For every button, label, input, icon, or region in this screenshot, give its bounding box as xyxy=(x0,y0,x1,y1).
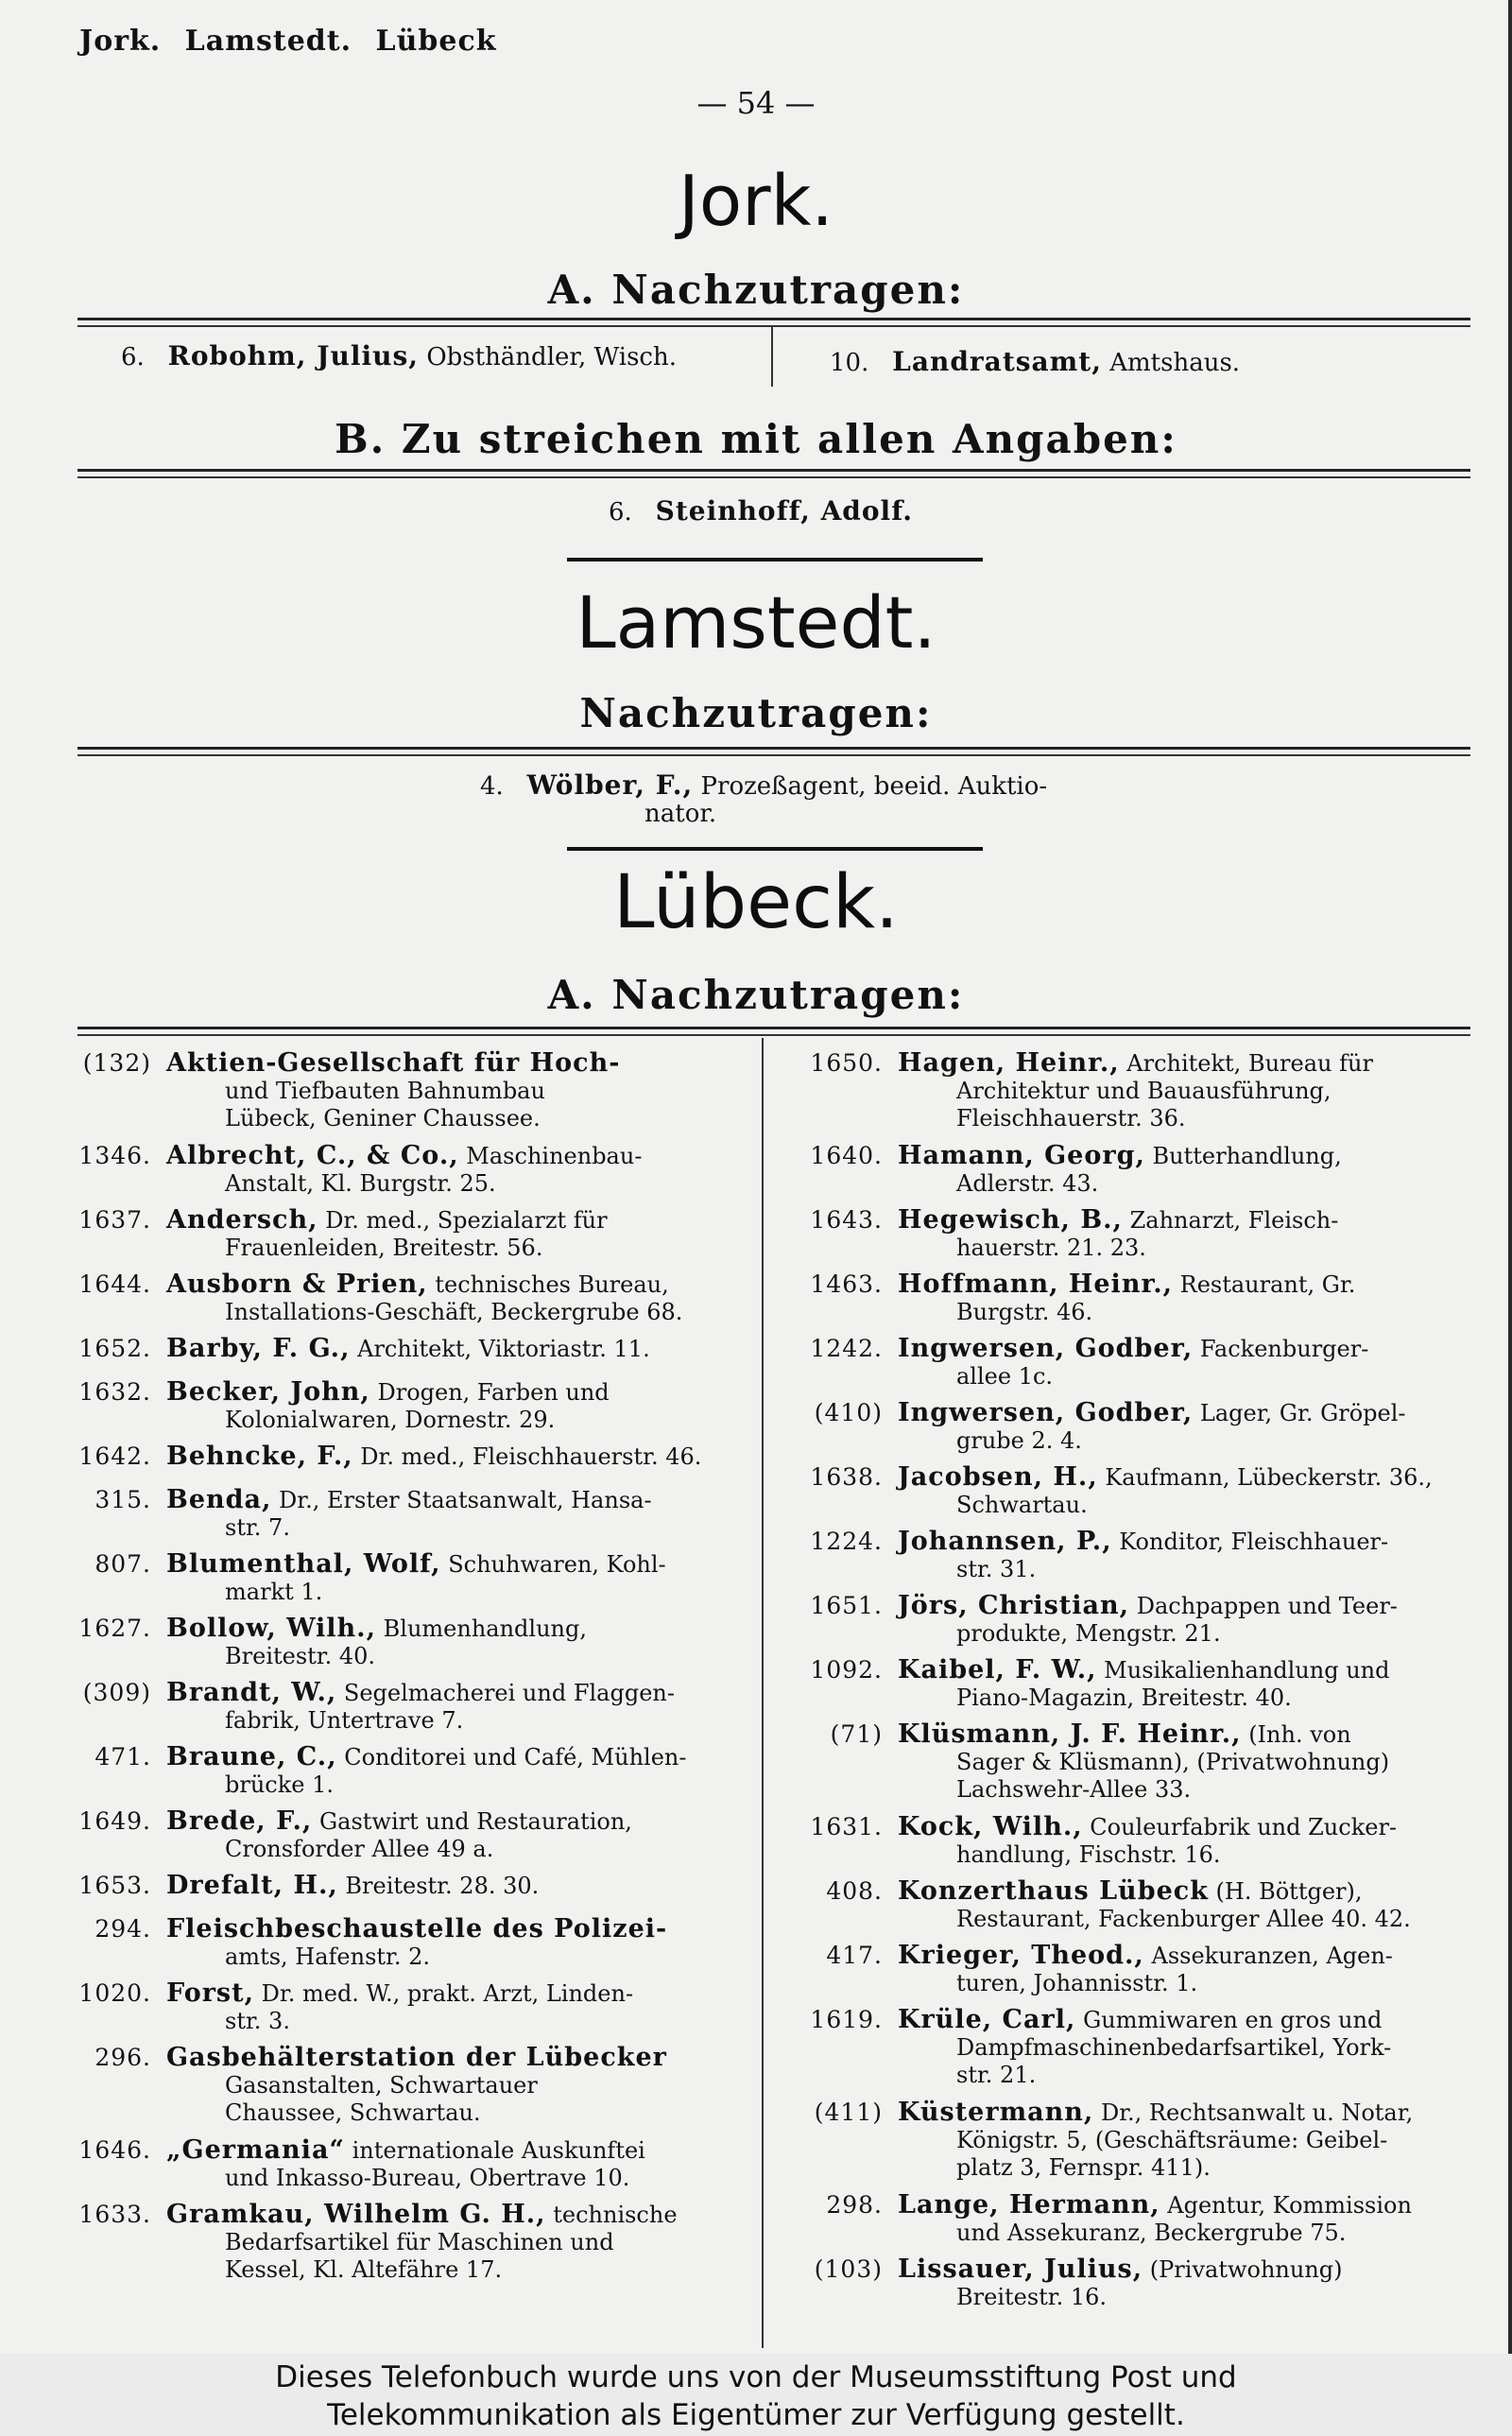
entry-text xyxy=(166,1743,754,1800)
entry-text xyxy=(898,1399,1486,1456)
entry-text xyxy=(166,1206,754,1263)
entry-number: 4. xyxy=(480,772,504,801)
city-title-jork: Jork. xyxy=(679,161,833,242)
page-number: — 54 — xyxy=(696,85,816,121)
entry-description: Drogen, Farben und xyxy=(377,1379,610,1406)
entry-number: 6. xyxy=(609,498,632,527)
entry-name: Hegewisch, B., xyxy=(898,1205,1123,1235)
entry-text xyxy=(898,1592,1486,1649)
entry-number: 1638. xyxy=(810,1463,883,1491)
entry-first-line xyxy=(166,1270,754,1299)
entry-name: Ingwersen, Godber, xyxy=(898,1334,1194,1363)
entry-description: technisches Bureau, xyxy=(435,1271,669,1298)
entry-continuation: Schwartau. xyxy=(956,1492,1088,1518)
entry-number: 1649. xyxy=(78,1807,151,1835)
entry-name: „Germania“ xyxy=(166,2135,345,2165)
entry-text xyxy=(166,1049,754,1134)
entry-continuation: str. 7. xyxy=(225,1514,290,1541)
directory-entry xyxy=(805,1270,1486,1327)
entry-number: (103) xyxy=(814,2255,883,2283)
entry-continuation: Dampfmaschinenbedarfsartikel, York- xyxy=(956,2034,1392,2061)
entry-description: Breitestr. 28. 30. xyxy=(345,1873,540,1899)
entry-first-line xyxy=(898,1270,1486,1299)
entry-continuation: Frauenleiden, Breitestr. 56. xyxy=(225,1235,543,1261)
entry-number: 298. xyxy=(826,2191,883,2219)
entry-number: 471. xyxy=(94,1743,151,1771)
jork-entry xyxy=(830,348,1240,377)
entry-continuation: produkte, Mengstr. 21. xyxy=(956,1620,1221,1647)
entry-description: Schuhwaren, Kohl- xyxy=(448,1551,666,1578)
entry-continuation: brücke 1. xyxy=(225,1771,335,1798)
directory-entry xyxy=(805,1206,1486,1263)
entry-text xyxy=(898,1206,1486,1263)
entry-first-line xyxy=(166,1743,754,1771)
entry-number: (411) xyxy=(814,2099,883,2126)
entry-continuation: str. 21. xyxy=(956,2062,1037,2088)
entry-name: Benda, xyxy=(166,1485,272,1514)
entry-text xyxy=(166,1486,754,1543)
entry-continuation: Gasanstalten, Schwartauer xyxy=(225,2072,538,2099)
entry-name: Gasbehälterstation der Lübecker xyxy=(166,2043,667,2072)
entry-number: 1646. xyxy=(78,2136,151,2164)
entry-name: Andersch, xyxy=(166,1205,318,1235)
directory-entry xyxy=(805,1720,1486,1805)
entry-continuation: Piano-Magazin, Breitestr. 40. xyxy=(956,1684,1292,1711)
entry-first-line xyxy=(898,1049,1486,1078)
entry-number: 1650. xyxy=(810,1049,883,1077)
footer-line: Telekommunikation als Eigentümer zur Verfügung gestellt. xyxy=(327,2398,1185,2432)
entry-name: Landratsamt, xyxy=(892,346,1102,377)
directory-entry xyxy=(74,1206,754,1263)
entry-description: Lager, Gr. Gröpel- xyxy=(1199,1400,1406,1426)
entry-description: Gastwirt und Restauration, xyxy=(318,1808,632,1835)
entry-continuation: markt 1. xyxy=(225,1579,323,1605)
entry-first-line xyxy=(898,1142,1486,1170)
entry-number: 1653. xyxy=(78,1872,151,1899)
directory-entry xyxy=(74,1979,754,2036)
entry-continuation: str. 31. xyxy=(956,1556,1037,1582)
luebeck-section-a: A. Nachzutragen: xyxy=(547,972,965,1018)
entry-number: 417. xyxy=(826,1942,883,1969)
entry-description: Dr. med., Spezialarzt für xyxy=(325,1207,608,1234)
entry-name: Ingwersen, Godber, xyxy=(898,1398,1194,1427)
column-divider xyxy=(771,326,773,387)
entry-description: Architekt, Viktoriastr. 11. xyxy=(357,1336,650,1362)
city-title-lamstedt: Lamstedt. xyxy=(576,580,936,665)
entry-first-line xyxy=(898,2255,1486,2284)
entry-text xyxy=(166,2136,754,2193)
entry-continuation: Breitestr. 40. xyxy=(225,1643,376,1669)
entry-description: Dr. med. W., prakt. Arzt, Linden- xyxy=(261,1980,634,2007)
directory-entry xyxy=(74,2044,754,2129)
entry-name: Drefalt, H., xyxy=(166,1871,338,1900)
directory-entry xyxy=(74,1486,754,1543)
jork-strike-entry xyxy=(609,497,913,527)
entry-first-line xyxy=(166,2044,754,2072)
jork-section-a: A. Nachzutragen: xyxy=(547,267,965,313)
entry-description: technische xyxy=(553,2202,678,2228)
entry-description: Kaufmann, Lübeckerstr. 36., xyxy=(1105,1464,1433,1491)
entry-number: 1632. xyxy=(78,1378,151,1406)
entry-text xyxy=(166,1615,754,1671)
entry-description: Agentur, Kommission xyxy=(1167,2192,1412,2219)
entry-number: 807. xyxy=(94,1550,151,1578)
directory-entry xyxy=(805,1877,1486,1934)
entry-description: Butterhandlung, xyxy=(1152,1143,1342,1169)
entry-name: Hagen, Heinr., xyxy=(898,1048,1120,1078)
entry-description: Musikalienhandlung und xyxy=(1104,1657,1390,1684)
entry-text xyxy=(898,1656,1486,1713)
entry-name: Brandt, W., xyxy=(166,1678,337,1707)
entry-description: Segelmacherei und Flaggen- xyxy=(343,1680,675,1706)
entry-continuation: Lachswehr-Allee 33. xyxy=(956,1776,1192,1803)
entry-description: internationale Auskunftei xyxy=(352,2137,645,2164)
entry-continuation: Cronsforder Allee 49 a. xyxy=(225,1836,494,1862)
entry-continuation: amts, Hafenstr. 2. xyxy=(225,1944,431,1970)
entry-continuation: hauerstr. 21. 23. xyxy=(956,1235,1146,1261)
entry-name: Kaibel, F. W., xyxy=(898,1655,1097,1684)
entry-number: 296. xyxy=(94,2044,151,2071)
lamstedt-entry-cont: nator. xyxy=(644,800,717,828)
entry-continuation: allee 1c. xyxy=(956,1363,1054,1390)
entry-text xyxy=(166,1679,754,1736)
entry-description: Conditorei und Café, Mühlen- xyxy=(344,1744,687,1771)
entry-text xyxy=(166,1270,754,1327)
entry-first-line xyxy=(898,2006,1486,2034)
entry-first-line xyxy=(898,1720,1486,1749)
entry-number: 1346. xyxy=(78,1142,151,1169)
lamstedt-entry xyxy=(480,771,1047,801)
entry-first-line xyxy=(166,1872,754,1900)
entry-first-line xyxy=(166,2136,754,2165)
entry-name: Albrecht, C., & Co., xyxy=(166,1141,459,1170)
entry-number: 1619. xyxy=(810,2006,883,2033)
entry-continuation: und Inkasso-Bureau, Obertrave 10. xyxy=(225,2165,630,2191)
entry-description: Zahnarzt, Fleisch- xyxy=(1129,1207,1339,1234)
entry-first-line xyxy=(898,1877,1486,1906)
directory-entry xyxy=(805,1656,1486,1713)
entry-name: Robohm, Julius, xyxy=(167,340,420,371)
entry-first-line xyxy=(898,1656,1486,1684)
entry-first-line xyxy=(898,2099,1486,2127)
directory-entry xyxy=(805,2006,1486,2091)
entry-number: 1020. xyxy=(78,1979,151,2007)
entry-number: 1631. xyxy=(810,1813,883,1840)
rule xyxy=(77,1027,1470,1029)
directory-entry xyxy=(74,1679,754,1736)
entry-description: Blumenhandlung, xyxy=(383,1615,587,1642)
entry-number: 1637. xyxy=(78,1206,151,1234)
entry-number: (71) xyxy=(830,1720,883,1748)
entry-name: Steinhoff, Adolf. xyxy=(655,495,913,527)
entry-text xyxy=(898,2191,1486,2248)
entry-number: 408. xyxy=(826,1877,883,1905)
directory-entry xyxy=(74,1335,754,1371)
entry-continuation: Bedarfsartikel für Maschinen und xyxy=(225,2229,614,2255)
entry-name: Fleischbeschaustelle des Polizei- xyxy=(166,1914,668,1944)
entry-number: 1224. xyxy=(810,1528,883,1555)
entry-name: Barby, F. G., xyxy=(166,1334,351,1363)
entry-text xyxy=(898,1877,1486,1934)
entry-continuation: Chaussee, Schwartau. xyxy=(225,2099,481,2126)
entry-first-line xyxy=(898,1592,1486,1620)
entry-name: Brede, F., xyxy=(166,1806,313,1836)
entry-text xyxy=(898,1942,1486,1998)
entry-description: Obsthändler, Wisch. xyxy=(426,343,677,371)
entry-number: 315. xyxy=(94,1486,151,1513)
entry-number: 10. xyxy=(830,349,869,377)
entry-continuation: fabrik, Untertrave 7. xyxy=(225,1707,464,1734)
directory-entry xyxy=(74,1872,754,1908)
entry-text xyxy=(166,1807,754,1864)
directory-entry xyxy=(805,1399,1486,1456)
entry-first-line xyxy=(166,1679,754,1707)
entry-description: Restaurant, Gr. xyxy=(1179,1271,1356,1298)
directory-entry xyxy=(74,1915,754,1972)
entry-text xyxy=(898,2099,1486,2184)
entry-name: Ausborn & Prien, xyxy=(166,1270,428,1299)
directory-entry xyxy=(74,1550,754,1607)
entry-name: Krüle, Carl, xyxy=(898,2005,1076,2034)
entry-text xyxy=(898,2006,1486,2091)
rule xyxy=(77,318,1470,320)
entry-continuation: Fleischhauerstr. 36. xyxy=(956,1105,1186,1132)
entry-text xyxy=(166,1915,754,1972)
entry-continuation: Anstalt, Kl. Burgstr. 25. xyxy=(225,1170,496,1197)
entry-continuation: Architektur und Bauausführung, xyxy=(956,1078,1332,1104)
directory-entry xyxy=(74,1270,754,1327)
entry-first-line xyxy=(898,1528,1486,1556)
entry-text xyxy=(166,2201,754,2286)
entry-name: Kock, Wilh., xyxy=(898,1812,1083,1841)
entry-name: Hoffmann, Heinr., xyxy=(898,1270,1173,1299)
entry-continuation: turen, Johannisstr. 1. xyxy=(956,1970,1198,1996)
entry-continuation: Installations-Geschäft, Beckergrube 68. xyxy=(225,1299,683,1325)
entry-first-line xyxy=(898,1399,1486,1427)
entry-name: Wölber, F., xyxy=(526,769,694,801)
entry-text xyxy=(166,1142,754,1199)
entry-text xyxy=(898,1335,1486,1391)
entry-description: (Inh. von xyxy=(1248,1721,1351,1748)
rule xyxy=(77,747,1470,750)
entry-number: 1627. xyxy=(78,1615,151,1642)
entry-description: Fackenburger- xyxy=(1199,1336,1369,1362)
entry-number: 6. xyxy=(121,343,145,371)
entry-continuation: Lübeck, Geniner Chaussee. xyxy=(225,1105,541,1132)
entry-number: 1644. xyxy=(78,1270,151,1298)
directory-entry xyxy=(74,1378,754,1435)
directory-entry xyxy=(74,1615,754,1671)
entry-name: Bollow, Wilh., xyxy=(166,1614,376,1643)
entry-continuation: grube 2. 4. xyxy=(956,1427,1082,1454)
entry-number: 1651. xyxy=(810,1592,883,1619)
entry-text xyxy=(166,1872,754,1908)
entry-first-line xyxy=(166,1979,754,2008)
directory-entry xyxy=(805,2255,1486,2312)
directory-entry xyxy=(74,1743,754,1800)
entry-continuation: Kessel, Kl. Altefähre 17. xyxy=(225,2256,503,2283)
entry-first-line xyxy=(166,1378,754,1407)
rule xyxy=(567,847,983,851)
entry-description: Maschinenbau- xyxy=(466,1143,643,1169)
footer-line: Dieses Telefonbuch wurde uns von der Museumsstiftung Post und xyxy=(275,2360,1237,2394)
entry-first-line xyxy=(898,1813,1486,1841)
entry-name: Konzerthaus Lübeck xyxy=(898,1876,1209,1906)
entry-continuation: Breitestr. 16. xyxy=(956,2284,1108,2310)
entry-first-line xyxy=(166,1915,754,1944)
directory-entry xyxy=(805,1463,1486,1520)
entry-name: Forst, xyxy=(166,1978,254,2008)
entry-description: (H. Böttger), xyxy=(1215,1878,1363,1905)
entry-name: Jörs, Christian, xyxy=(898,1591,1130,1620)
entry-continuation: Königstr. 5, (Geschäftsräume: Geibel- xyxy=(956,2127,1388,2153)
footer-notice xyxy=(0,2354,1512,2436)
directory-entry xyxy=(805,1528,1486,1584)
entry-first-line xyxy=(166,1206,754,1235)
entry-number: 1642. xyxy=(78,1443,151,1470)
entry-first-line xyxy=(898,1335,1486,1363)
entry-text xyxy=(898,1528,1486,1584)
directory-entry xyxy=(805,2191,1486,2248)
entry-first-line xyxy=(898,1463,1486,1492)
entry-first-line xyxy=(166,1142,754,1170)
entry-continuation: Adlerstr. 43. xyxy=(956,1170,1099,1197)
entry-first-line xyxy=(166,1807,754,1836)
entry-text xyxy=(166,1979,754,2036)
entry-number: 1463. xyxy=(810,1270,883,1298)
entry-first-line xyxy=(898,1206,1486,1235)
entry-description: Konditor, Fleischhauer- xyxy=(1119,1529,1389,1555)
entry-text xyxy=(898,2255,1486,2312)
directory-entry xyxy=(805,2099,1486,2184)
entry-name: Lissauer, Julius, xyxy=(898,2255,1143,2284)
entry-continuation: und Assekuranz, Beckergrube 75. xyxy=(956,2220,1347,2246)
entry-first-line xyxy=(166,1615,754,1643)
entry-continuation: str. 3. xyxy=(225,2008,290,2034)
jork-section-b: B. Zu streichen mit allen Angaben: xyxy=(335,416,1177,462)
entry-text xyxy=(898,1463,1486,1520)
entry-name: Blumenthal, Wolf, xyxy=(166,1549,441,1579)
entry-text xyxy=(898,1049,1486,1134)
entry-description: Dr. med., Fleischhauerstr. 46. xyxy=(360,1443,702,1470)
directory-entry xyxy=(805,1049,1486,1134)
entry-number: (309) xyxy=(82,1679,151,1706)
entry-number: 1643. xyxy=(810,1206,883,1234)
entry-description: Dachpappen und Teer- xyxy=(1136,1593,1398,1619)
rule xyxy=(77,469,1470,472)
entry-text xyxy=(898,1720,1486,1805)
entry-first-line xyxy=(166,1550,754,1579)
entry-first-line xyxy=(166,1443,754,1471)
entry-number: 1633. xyxy=(78,2201,151,2228)
entry-name: Aktien-Gesellschaft für Hoch- xyxy=(166,1048,621,1078)
lamstedt-section: Nachzutragen: xyxy=(579,690,933,736)
entry-first-line xyxy=(166,1049,754,1078)
entry-text xyxy=(898,1813,1486,1870)
entry-description: Assekuranzen, Agen- xyxy=(1151,1943,1393,1969)
directory-entry xyxy=(74,1807,754,1864)
directory-entry xyxy=(74,2136,754,2193)
entry-number: (410) xyxy=(814,1399,883,1426)
directory-entry xyxy=(74,1049,754,1134)
rule xyxy=(567,558,983,561)
entry-name: Hamann, Georg, xyxy=(898,1141,1145,1170)
entry-continuation: Restaurant, Fackenburger Allee 40. 42. xyxy=(956,1906,1411,1932)
directory-entry xyxy=(805,1335,1486,1391)
entry-number: 1092. xyxy=(810,1656,883,1684)
entry-description: Amtshaus. xyxy=(1109,349,1241,377)
entry-description: Prozeßagent, beeid. Auktio- xyxy=(700,772,1048,801)
jork-entry xyxy=(121,342,677,371)
directory-entry xyxy=(805,1142,1486,1199)
entry-first-line xyxy=(898,2191,1486,2220)
entry-text xyxy=(898,1142,1486,1199)
entry-description: Couleurfabrik und Zucker- xyxy=(1090,1814,1398,1840)
entry-text xyxy=(166,2044,754,2129)
entry-name: Lange, Hermann, xyxy=(898,2190,1160,2220)
entry-number: 1640. xyxy=(810,1142,883,1169)
directory-entry xyxy=(805,1942,1486,1998)
entry-first-line xyxy=(166,2201,754,2229)
entry-number: 1242. xyxy=(810,1335,883,1362)
entry-continuation: platz 3, Fernspr. 411). xyxy=(956,2154,1211,2181)
entry-description: (Privatwohnung) xyxy=(1149,2256,1343,2283)
luebeck-right-column xyxy=(805,1049,1486,2320)
entry-description: Architekt, Bureau für xyxy=(1126,1050,1373,1077)
city-title-luebeck: Lübeck. xyxy=(613,860,899,945)
entry-continuation: und Tiefbauten Bahnumbau xyxy=(225,1078,545,1104)
entry-first-line xyxy=(166,1486,754,1514)
entry-text xyxy=(166,1335,754,1371)
directory-entry xyxy=(74,1443,754,1478)
entry-continuation: Sager & Klüsmann), (Privatwohnung) xyxy=(956,1749,1390,1775)
entry-name: Jacobsen, H., xyxy=(898,1462,1098,1492)
entry-name: Behncke, F., xyxy=(166,1442,353,1471)
directory-entry xyxy=(74,1142,754,1199)
entry-name: Küstermann, xyxy=(898,2098,1094,2127)
entry-name: Klüsmann, J. F. Heinr., xyxy=(898,1719,1242,1749)
entry-number: 294. xyxy=(94,1915,151,1943)
running-head: Jork. Lamstedt. Lübeck xyxy=(79,25,497,58)
entry-text xyxy=(166,1550,754,1607)
entry-first-line xyxy=(166,1335,754,1363)
entry-name: Johannsen, P., xyxy=(898,1527,1112,1556)
entry-number: (132) xyxy=(82,1049,151,1077)
entry-description: Dr., Erster Staatsanwalt, Hansa- xyxy=(279,1487,652,1513)
entry-name: Braune, C., xyxy=(166,1742,337,1771)
entry-first-line xyxy=(898,1942,1486,1970)
entry-continuation: handlung, Fischstr. 16. xyxy=(956,1841,1221,1868)
entry-continuation: Burgstr. 46. xyxy=(956,1299,1093,1325)
entry-name: Krieger, Theod., xyxy=(898,1941,1144,1970)
entry-description: Dr., Rechtsanwalt u. Notar, xyxy=(1100,2099,1414,2126)
entry-text xyxy=(898,1270,1486,1327)
directory-entry xyxy=(805,1813,1486,1870)
entry-name: Gramkau, Wilhelm G. H., xyxy=(166,2200,546,2229)
entry-continuation: Kolonialwaren, Dornestr. 29. xyxy=(225,1407,556,1433)
directory-entry xyxy=(74,2201,754,2286)
entry-text xyxy=(166,1443,754,1478)
entry-name: Becker, John, xyxy=(166,1377,370,1407)
column-divider xyxy=(762,1038,764,2348)
luebeck-left-column xyxy=(74,1049,754,2293)
entry-text xyxy=(166,1378,754,1435)
entry-description: Gummiwaren en gros und xyxy=(1083,2007,1383,2033)
entry-number: 1652. xyxy=(78,1335,151,1362)
directory-entry xyxy=(805,1592,1486,1649)
